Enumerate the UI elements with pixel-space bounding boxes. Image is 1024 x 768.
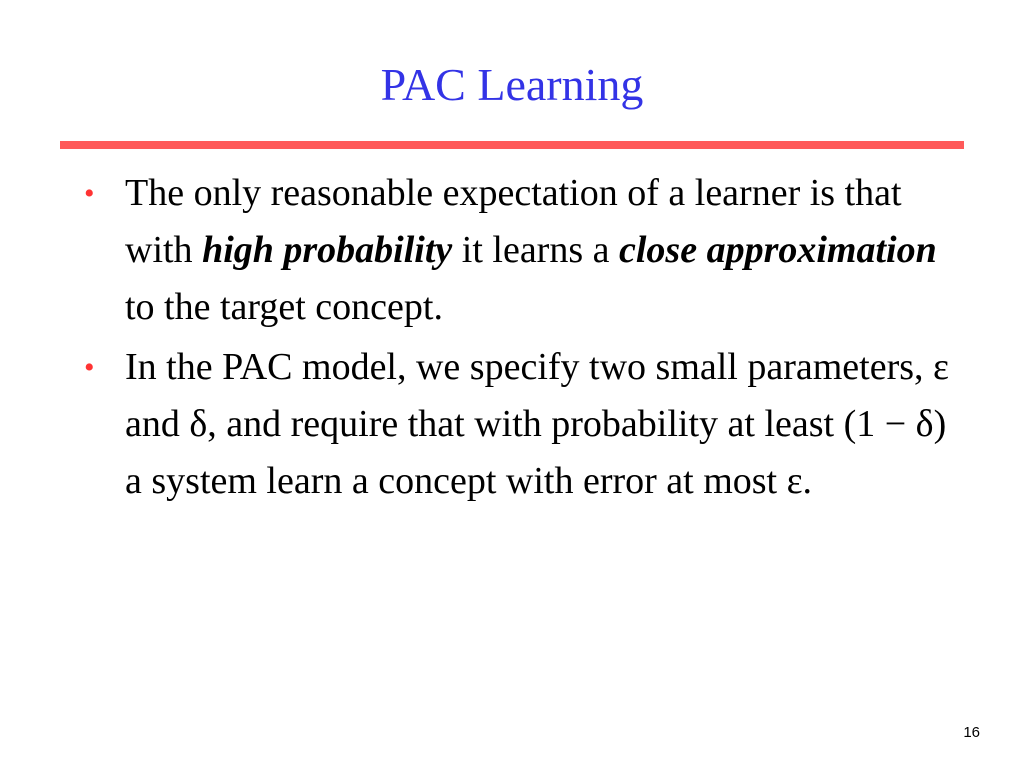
emphasis-high-probability: high probability [202, 229, 453, 271]
page-number: 16 [963, 724, 980, 741]
bullet-text-segment: to the target concept. [125, 286, 443, 328]
bullet-marker: • [84, 177, 95, 210]
bullet-item-pac-model [0, 339, 955, 510]
title-divider [60, 141, 964, 149]
bullet-text [125, 172, 937, 328]
bullet-text-segment: The only reasonable expectation of a learner is that with [125, 172, 902, 271]
bullet-marker: • [84, 351, 95, 384]
bullet-list [0, 165, 1024, 513]
bullet-text-segment: it learns a [452, 229, 619, 271]
slide-title: PAC Learning [380, 59, 644, 110]
bullet-text: In the PAC model, we specify two small parameters, ε and δ, and require that with probability at least (1 − δ) a system learn a concept with error at most ε. [125, 346, 949, 502]
bullet-item-pac-expectation [0, 165, 955, 336]
emphasis-close-approximation: close approximation [619, 229, 937, 271]
